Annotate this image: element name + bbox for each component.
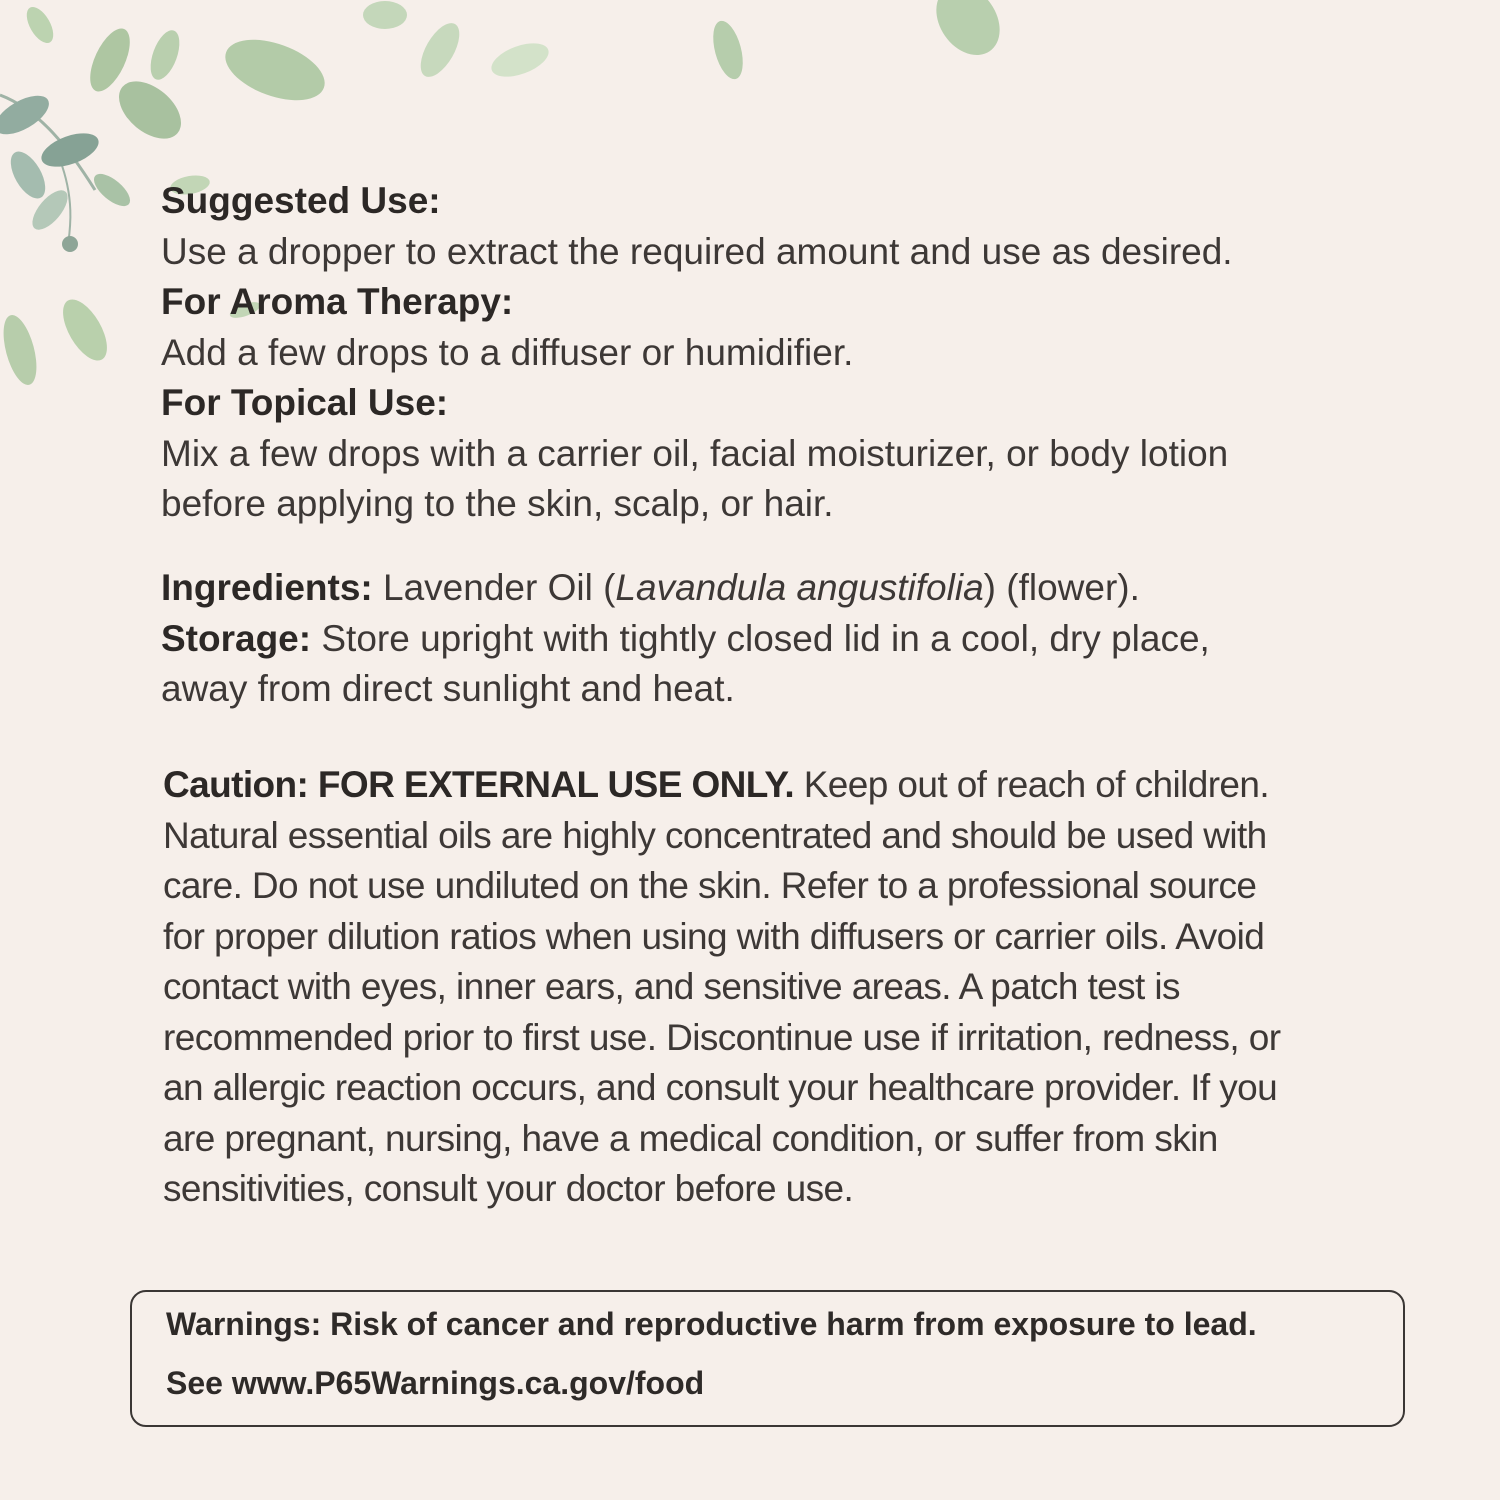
leaf-branch-left [0, 88, 135, 389]
storage-text-line2: away from direct sunlight and heat. [161, 668, 735, 709]
warnings-box [130, 1290, 1405, 1427]
caution-text: Keep out of reach of children. [794, 764, 1270, 805]
storage-heading: Storage: [161, 617, 312, 659]
warnings-line [166, 1306, 1257, 1343]
suggested-use-heading: Suggested Use: [161, 180, 441, 221]
ingredients-heading: Ingredients: [161, 567, 373, 608]
warnings-text: Risk of cancer and reproductive harm from exposure to lead. [321, 1306, 1257, 1342]
caution-line-2: care. Do not use undiluted on the skin. Refer to a professional source [163, 865, 1257, 906]
caution-line-6: an allergic reaction occurs, and consult your healthcare provider. If you [163, 1067, 1278, 1108]
caution-line-4: contact with eyes, inner ears, and sensitive areas. A patch test is [163, 966, 1180, 1007]
storage-text-line1: Store upright with tightly closed lid in a cool, dry place, [311, 617, 1210, 659]
caution-line-8: sensitivities, consult your doctor before use. [163, 1168, 854, 1209]
caution-line-7: are pregnant, nursing, have a medical condition, or suffer from skin [163, 1117, 1218, 1159]
caution-line-3: for proper dilution ratios when using with diffusers or carrier oils. Avoid [163, 915, 1265, 957]
storage-line [161, 614, 1210, 665]
ingredients-text-before: Lavender Oil ( [372, 567, 616, 608]
caution-section [163, 760, 1281, 1215]
ingredients-latin-name: Lavandula angustifolia [615, 567, 984, 608]
ingredients-text-after: ) (flower). [983, 567, 1140, 608]
topical-use-heading: For Topical Use: [161, 382, 449, 423]
warnings-link-line: See www.P65Warnings.ca.gov/food [166, 1365, 705, 1401]
suggested-use-text: Use a dropper to extract the required amount and use as desired. [161, 230, 1233, 272]
caution-line-0 [163, 760, 1281, 811]
aroma-therapy-text: Add a few drops to a diffuser or humidifier. [161, 331, 854, 373]
caution-line-1: Natural essential oils are highly concentrated and should be used with [163, 814, 1267, 856]
caution-line-5: recommended prior to first use. Discontinue use if irritation, redness, or [163, 1016, 1281, 1058]
topical-use-text-line1: Mix a few drops with a carrier oil, facial moisturizer, or body lotion [161, 432, 1229, 474]
ingredients-line [161, 563, 1210, 614]
usage-section [161, 176, 1233, 530]
ingredients-storage-section [161, 563, 1210, 715]
topical-use-text-line2: before applying to the skin, scalp, or hair. [161, 483, 834, 524]
warnings-heading: Warnings: [166, 1306, 322, 1342]
caution-heading: Caution: FOR EXTERNAL USE ONLY. [163, 764, 795, 805]
aroma-therapy-heading: For Aroma Therapy: [161, 281, 514, 322]
